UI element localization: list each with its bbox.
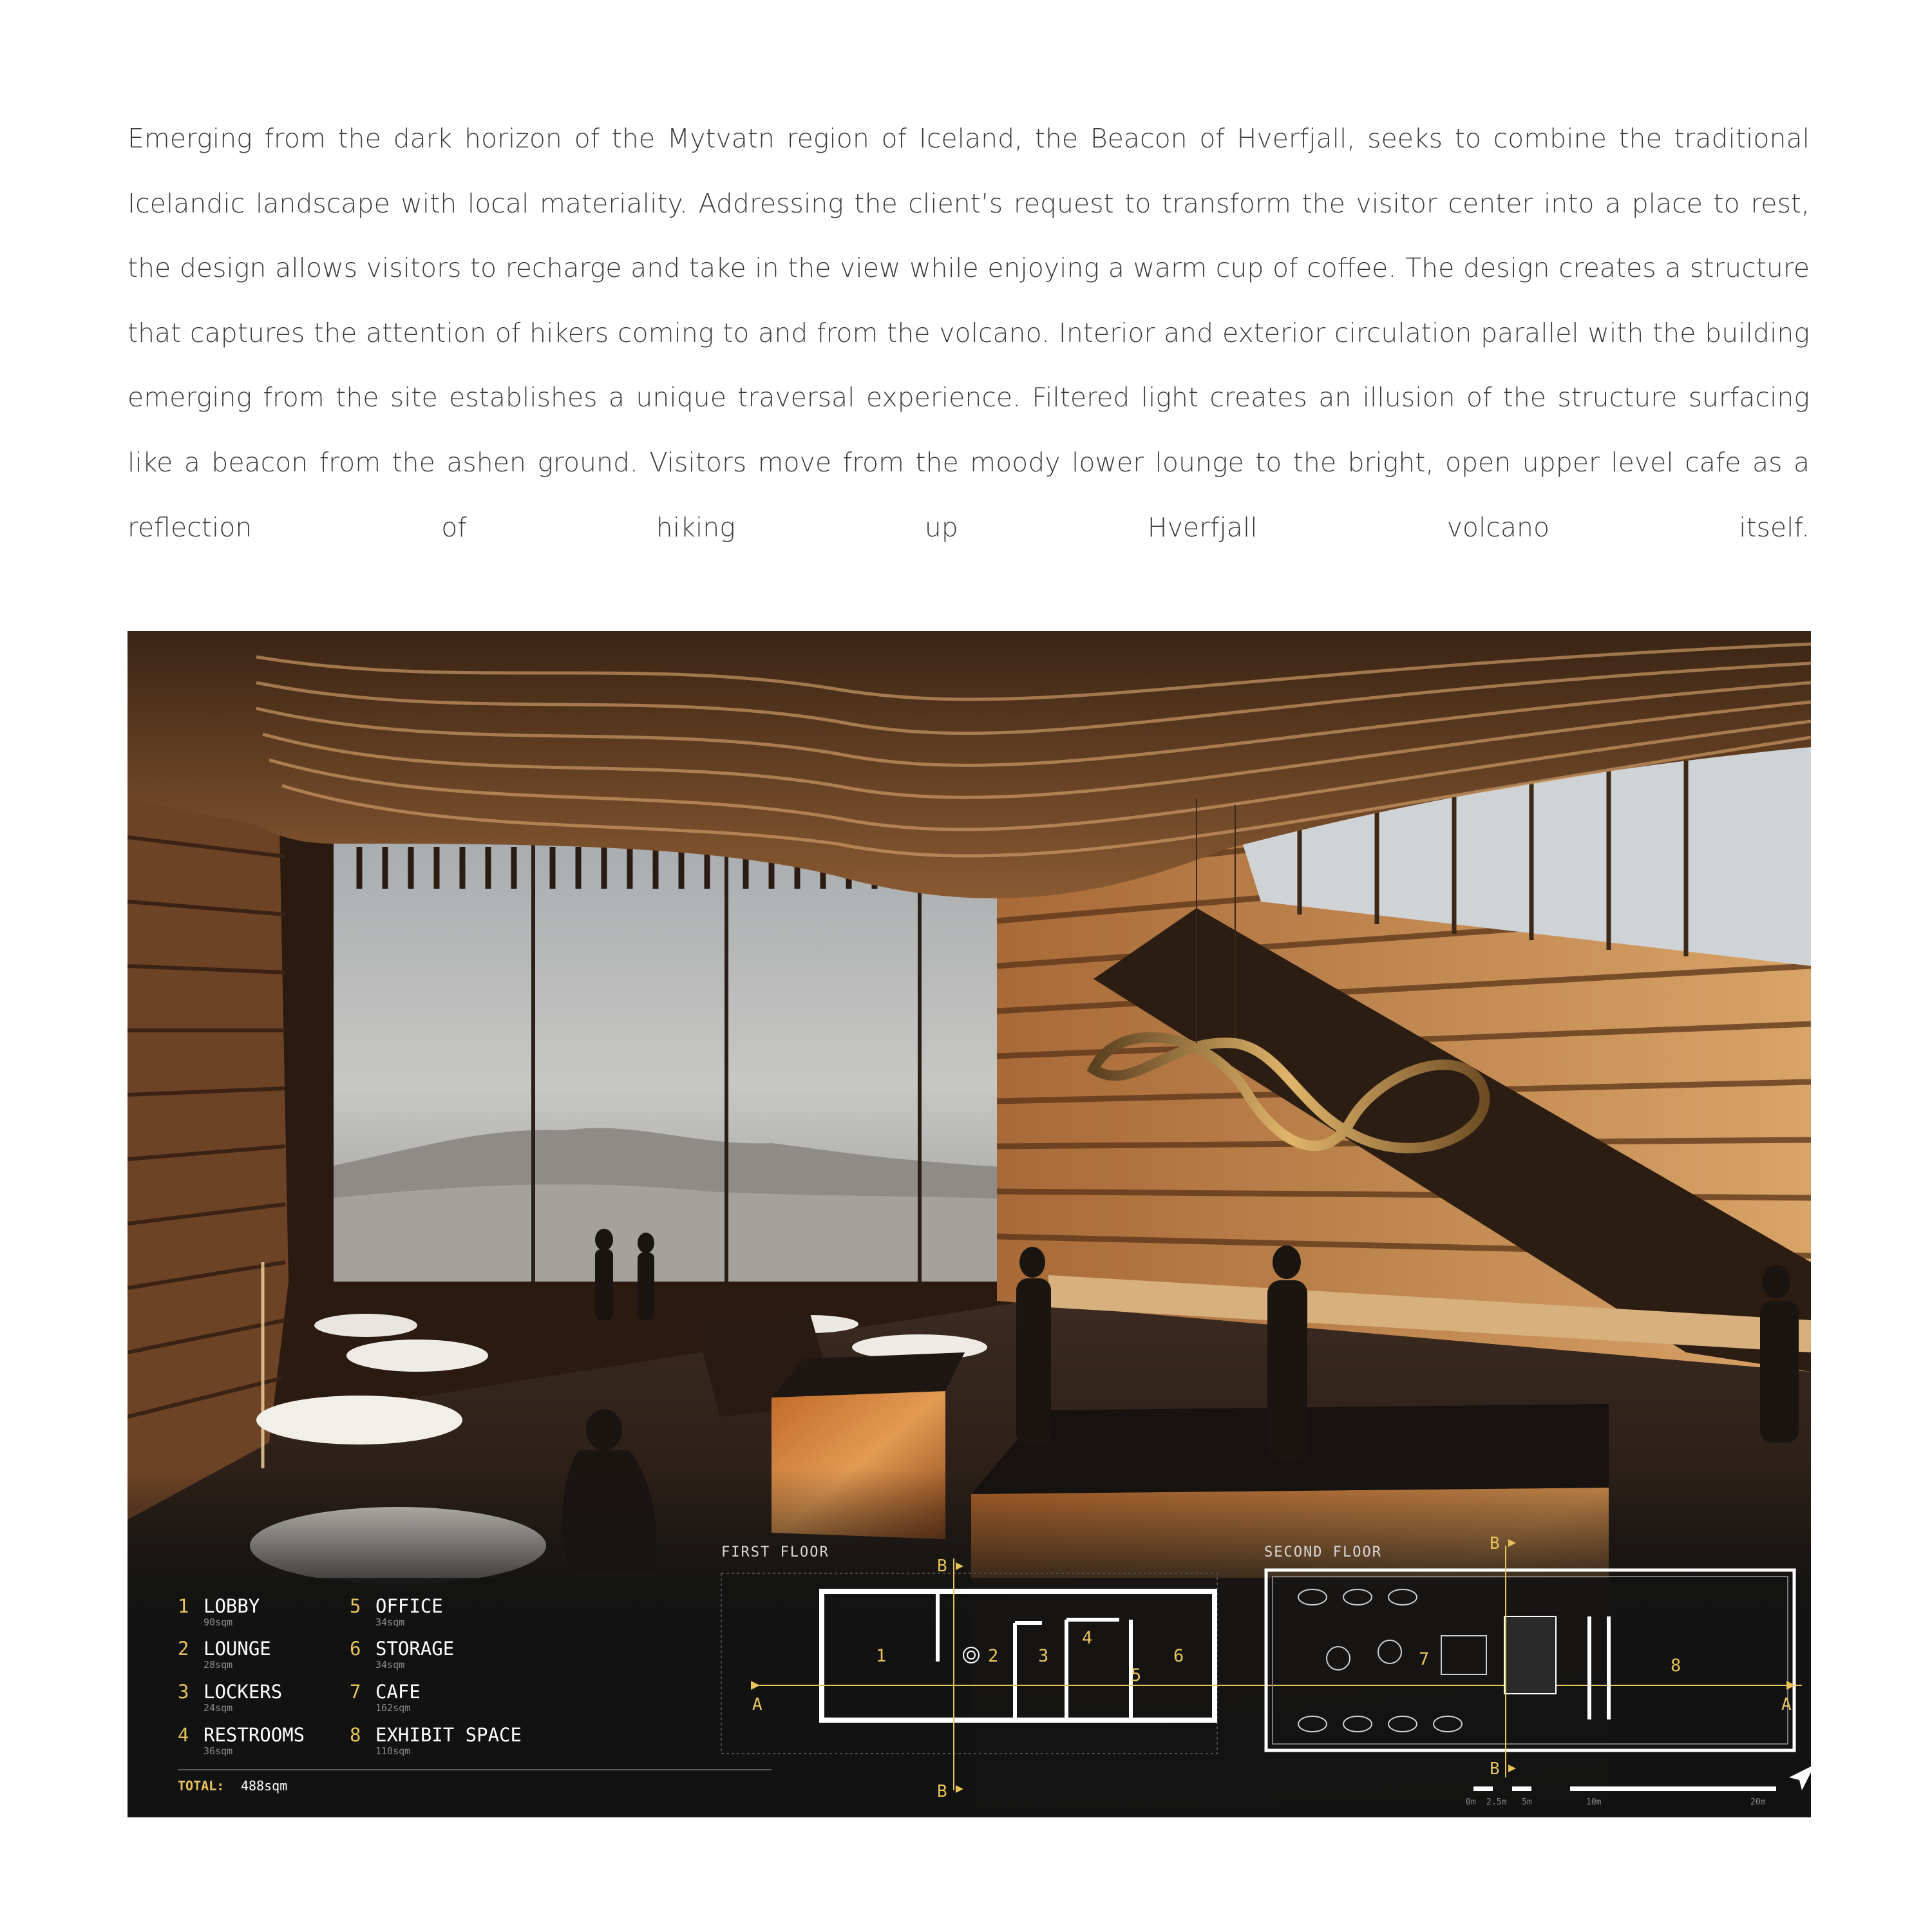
legend-num-4: 4 (178, 1724, 189, 1746)
legend-area-office: 34sqm (375, 1616, 405, 1628)
section-b-marker-bottom-second: B (1490, 1759, 1500, 1779)
legend-area-restrooms: 36sqm (204, 1745, 233, 1757)
plan-room-6: 6 (1173, 1646, 1184, 1666)
first-floor-title: FIRST FLOOR (721, 1544, 829, 1560)
legend-name-exhibit-space: EXHIBIT SPACE (375, 1724, 522, 1746)
project-description: Emerging from the dark horizon of the Mytvatn region of Iceland, the Beacon of Hverfjall, seeks to combine the traditional Icelandic landscape with local materiality. Addressing the client’s request to transform the visitor center into a place to rest, the design allows visitors to recharge and take in the view while enjoying a warm cup of coffee. The design creates a structure that captures the attention of hikers coming to and from the volcano. Interior and exterior circulation parallel with the building emerging from the site establishes a unique traversal experience. Filtered light creates an illusion of the structure surfacing like a beacon from the ashen ground. Visitors move from the moody lower lounge to the bright, open upper level cafe as a reflection of hiking up Hverfjall volcano itself. (128, 123, 1810, 543)
legend-area-storage: 34sqm (375, 1659, 405, 1671)
cafe-interior-scene (128, 631, 1811, 1817)
legend-area-cafe: 162sqm (375, 1702, 411, 1714)
legend-num-7: 7 (350, 1681, 361, 1703)
plan-room-8: 8 (1671, 1656, 1681, 1676)
legend-area-lounge: 28sqm (204, 1659, 233, 1671)
plan-room-7: 7 (1419, 1649, 1430, 1669)
section-b-marker-top-first: B (937, 1557, 947, 1576)
legend-num-6: 6 (350, 1638, 361, 1660)
legend-num-8: 8 (350, 1724, 361, 1746)
plan-room-1: 1 (876, 1646, 887, 1666)
legend-num-3: 3 (178, 1681, 189, 1703)
total-value: 488sqm (241, 1778, 288, 1794)
legend-area-lobby: 90sqm (204, 1616, 233, 1628)
plan-room-4: 4 (1082, 1628, 1093, 1648)
section-a-marker-right: A (1781, 1695, 1792, 1714)
legend-name-lobby: LOBBY (204, 1595, 260, 1617)
section-b-marker-bottom-first: B (937, 1782, 947, 1801)
legend-num-5: 5 (350, 1595, 361, 1617)
plan-room-5: 5 (1131, 1665, 1142, 1685)
section-a-marker-left: A (752, 1695, 762, 1714)
legend-area-exhibit-space: 110sqm (375, 1745, 411, 1757)
scale-label-0: 0m (1466, 1797, 1476, 1807)
legend-name-storage: STORAGE (375, 1638, 455, 1660)
interior-rendering (128, 631, 1811, 1817)
scale-label-5: 5m (1522, 1797, 1532, 1807)
scale-label-10: 10m (1586, 1797, 1602, 1807)
legend-name-office: OFFICE (375, 1595, 443, 1617)
plan-room-2: 2 (988, 1646, 999, 1666)
plan-room-3: 3 (1038, 1646, 1049, 1666)
legend-num-1: 1 (178, 1595, 189, 1617)
scale-label-20: 20m (1750, 1797, 1766, 1807)
legend-name-lockers: LOCKERS (204, 1681, 283, 1703)
legend-name-cafe: CAFE (375, 1681, 421, 1703)
section-b-marker-top-second: B (1490, 1534, 1500, 1553)
total-label: TOTAL: (178, 1778, 225, 1794)
legend-name-restrooms: RESTROOMS (204, 1724, 305, 1746)
second-floor-title: SECOND FLOOR (1264, 1544, 1382, 1560)
legend-name-lounge: LOUNGE (204, 1638, 271, 1660)
scale-label-2-5: 2.5m (1486, 1797, 1507, 1807)
legend-area-lockers: 24sqm (204, 1702, 233, 1714)
legend-num-2: 2 (178, 1638, 189, 1660)
